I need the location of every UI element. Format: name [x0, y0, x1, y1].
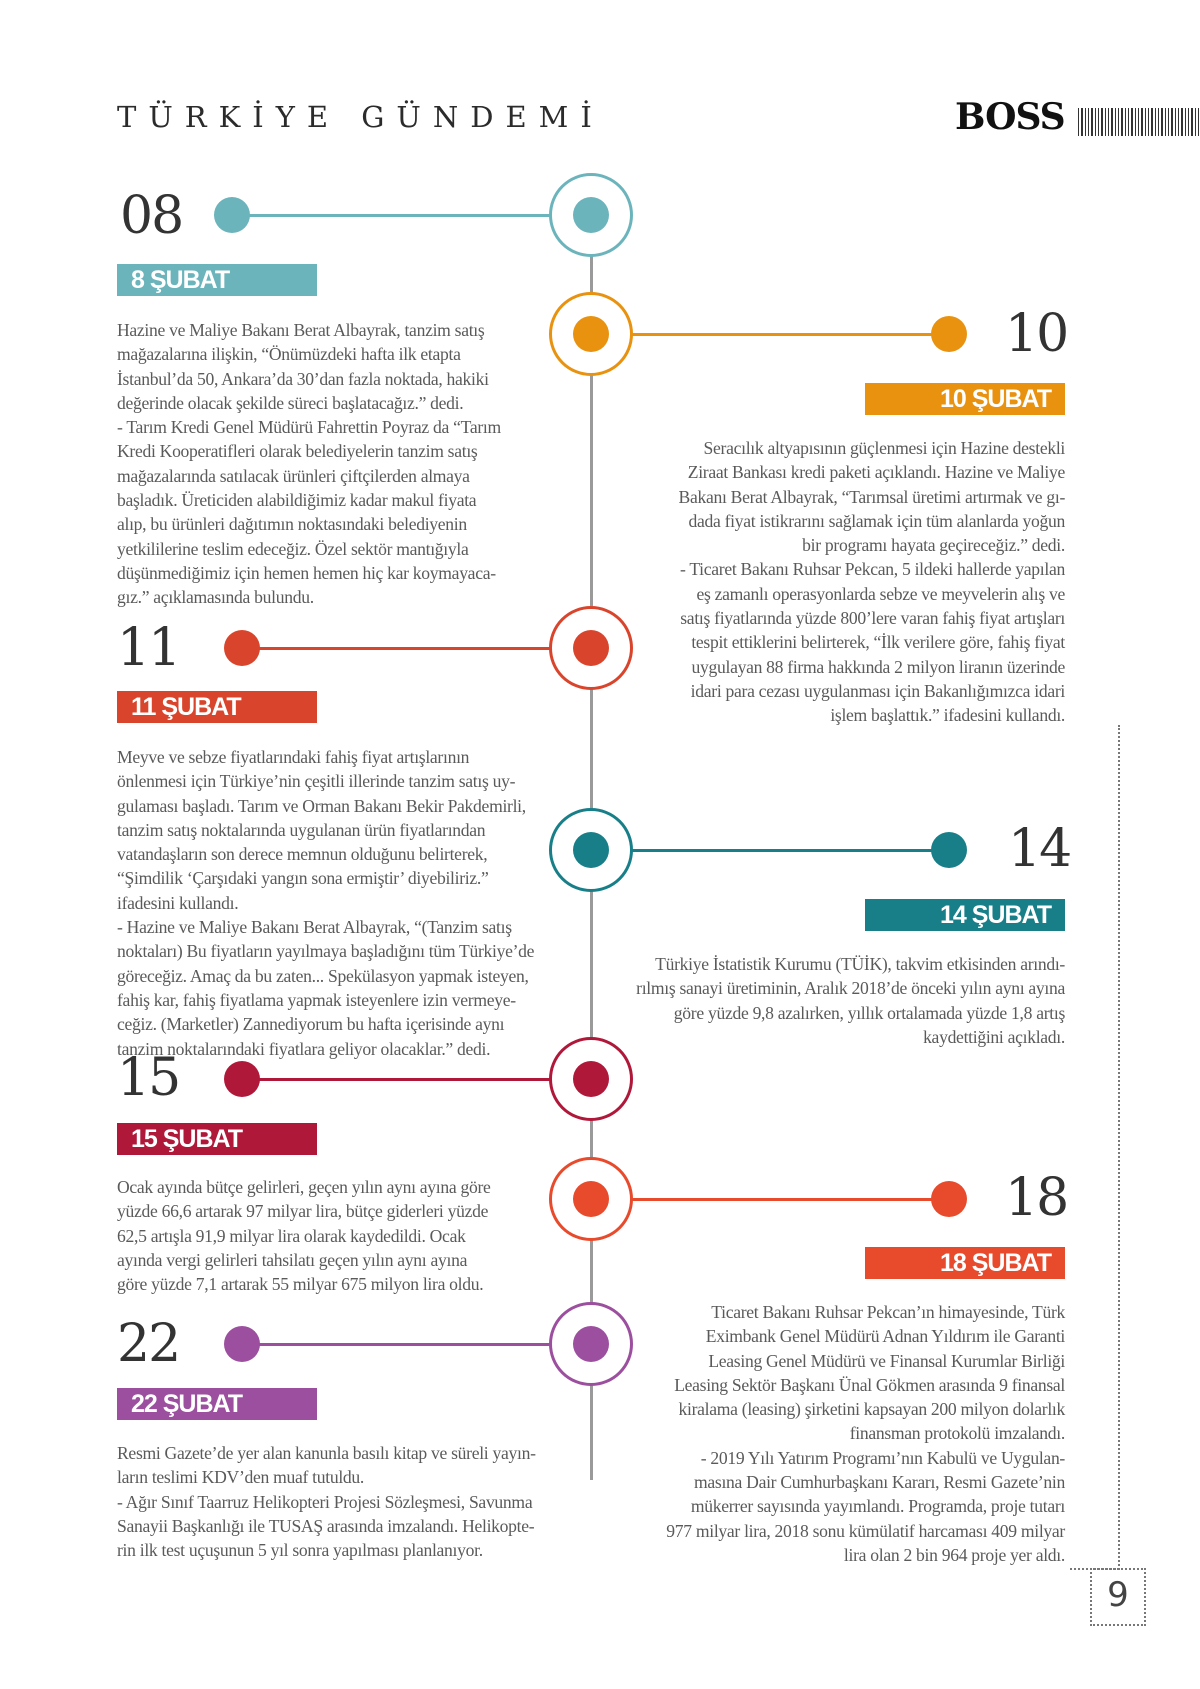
page-number: 9 [1107, 1575, 1129, 1615]
timeline-end-dot [224, 630, 260, 666]
date-label: 11 ŞUBAT [117, 691, 317, 723]
day-number: 10 [1005, 304, 1068, 364]
page-frame-line [1070, 725, 1120, 1570]
timeline-node [549, 1157, 633, 1241]
timeline-connector [631, 1198, 947, 1201]
day-number: 15 [117, 1048, 180, 1108]
timeline-connector [258, 647, 551, 650]
timeline-end-dot [224, 1326, 260, 1362]
day-number: 11 [117, 618, 180, 678]
timeline-end-dot [224, 1061, 260, 1097]
entry-text: Resmi Gazete’de yer alan kanunla basılı kitap ve süreli yayın- ların teslimi KDV’den muaf tutuldu. - Ağır Sınıf Taarruz Helikopteri Projesi Sözleşmesi, Savunma Sanayii Başkanlığı ile TUSAŞ arasında imzalandı. Helikopte- rin ilk test uçuşunun 5 yıl sonra yapılması planlanıyor. [117, 1443, 536, 1561]
day-number: 22 [117, 1314, 180, 1374]
timeline-connector [258, 1343, 551, 1346]
timeline-node [549, 1302, 633, 1386]
day-number: 14 [1008, 819, 1071, 879]
entry-text: Ticaret Bakanı Ruhsar Pekcan’ın himayesinde, Türk Eximbank Genel Müdürü Adnan Yıldırım ile Garanti Leasing Genel Müdürü ve Finansal Kurumlar Birliği Leasing Sektör Başkanı Ünal Gökmen arasında 9 finansal kiralama (leasing) şirketini kapsayan 200 milyon dolarlık finansman protokolü imzalandı. - 2019 Yılı Yatırım Programı’nın Kabulü ve Uygulan- masına Dair Cumhurbaşkanı Kararı, Resmi Gazete’nin mükerrer sayısında yayımlandı. Programda, proje tutarı 977 milyar lira, 2018 sonu kümülatif harcaması 409 milyar lira olan 2 bin 964 proje yer aldı. [666, 1302, 1065, 1565]
timeline-connector [248, 214, 551, 217]
date-label: 14 ŞUBAT [865, 899, 1065, 931]
day-number: 18 [1005, 1168, 1068, 1228]
date-label: 15 ŞUBAT [117, 1123, 317, 1155]
timeline-connector [631, 333, 947, 336]
boss-logo: BOSS [955, 96, 1065, 138]
timeline-end-dot [931, 316, 967, 352]
date-label: 18 ŞUBAT [865, 1247, 1065, 1279]
timeline-end-dot [214, 197, 250, 233]
timeline-connector [258, 1078, 551, 1081]
timeline-node [549, 173, 633, 257]
day-number: 08 [120, 186, 183, 246]
timeline-node [549, 606, 633, 690]
entry-text: Ocak ayında bütçe gelirleri, geçen yılın aynı ayına göre yüzde 66,6 artarak 97 milyar lira, bütçe giderleri yüzde 62,5 artışla 91,9 milyar lira olarak kaydedildi. Ocak ayında vergi gelirleri tahsilatı geçen yılın aynı ayına göre yüzde 7,1 artarak 55 milyar 675 milyon lira oldu. [117, 1177, 491, 1295]
date-label: 8 ŞUBAT [117, 264, 317, 296]
timeline-end-dot [931, 1181, 967, 1217]
date-label: 22 ŞUBAT [117, 1388, 317, 1420]
date-label: 10 ŞUBAT [865, 383, 1065, 415]
timeline-node [549, 808, 633, 892]
timeline-end-dot [931, 832, 967, 868]
timeline-connector [631, 849, 947, 852]
entry-text: Meyve ve sebze fiyatlarındaki fahiş fiyat artışlarının önlenmesi için Türkiye’nin çeşitli illerinde tanzim satış uy- gulaması başladı. Tarım ve Orman Bakanı Bekir Pakdemirli, tanzim satış noktalarında uygulanan ürün fiyatlarından vatandaşların son derece memnun olduğunu belirterek, “Şimdilik ‘Çarşıdaki yangın sona ermiştir’ diyebiliriz.” ifadesini kullandı. - Hazine ve Maliye Bakanı Berat Albayrak, “(Tanzim satış noktaları) Bu fiyatların yayılmaya başladığını tüm Türkiye’de göreceğiz. Amaç da bu zaten... Spekülasyon yapmak isteyen, fahiş kar, fahiş fiyatlama yapmak isteyenlere izin vermeye- ceğiz. (Marketler) Zannediyorum bu hafta içerisinde aynı tanzim noktalarındaki fiyatlara geliyor olacaklar.” dedi. [117, 747, 535, 1059]
entry-text: Seracılık altyapısının güçlenmesi için Hazine destekli Ziraat Bankası kredi paketi açıklandı. Hazine ve Maliye Bakanı Berat Albayrak, “Tarımsal üretimi artırmak ve gı- dada fiyat istikrarını sağlamak için tüm alanlarda yoğun bir programı hayata geçireceğiz.” dedi. - Ticaret Bakanı Ruhsar Pekcan, 5 ildeki hallerde yapılan eş zamanlı operasyonlarda sebze ve meyvelerin alış ve satış fiyatlarında yüzde 800’lere varan fahiş fiyat artışları tespit ettiklerini belirterek, “İlk verilere göre, fahiş fiyat uygulayan 88 firma hakkında 2 milyon liranın üzerinde idari para cezası uygulanması için Bakanlığımızca idari işlem başlattık.” ifadesini kullandı. [678, 438, 1065, 726]
barcode-icon [1078, 108, 1200, 136]
section-title: TÜRKİYE GÜNDEMİ [117, 100, 604, 134]
entry-text: Türkiye İstatistik Kurumu (TÜİK), takvim etkisinden arındı- rılmış sanayi üretiminin, Aralık 2018’de önceki yılın aynı ayına göre yüzde 9,8 azalırken, yıllık ortalamada yüzde 1,8 artış kaydettiğini açıkladı. [636, 954, 1065, 1047]
entry-text: Hazine ve Maliye Bakanı Berat Albayrak, tanzim satış mağazalarına ilişkin, “Önümüzdeki hafta ilk etapta İstanbul’da 50, Ankara’da 30’dan fazla noktada, hakiki değerinde olacak şekilde süreci başlatacağız.” dedi. - Tarım Kredi Genel Müdürü Fahrettin Poyraz da “Tarım Kredi Kooperatifleri olarak belediyelerin tanzim satış mağazalarında satılacak ürünleri çiftçilerden almaya başladık. Üreticiden alabildiğimiz kadar makul fiyata alıp, bu ürünleri dağıtımın noktasındaki belediyenin yetkililerine teslim edeceğiz. Özel sektör mantığıyla düşünmediğimiz için hemen hemen hiç kar koymayaca- gız.” açıklamasında bulundu. [117, 320, 501, 608]
timeline-node [549, 1037, 633, 1121]
timeline-node [549, 292, 633, 376]
